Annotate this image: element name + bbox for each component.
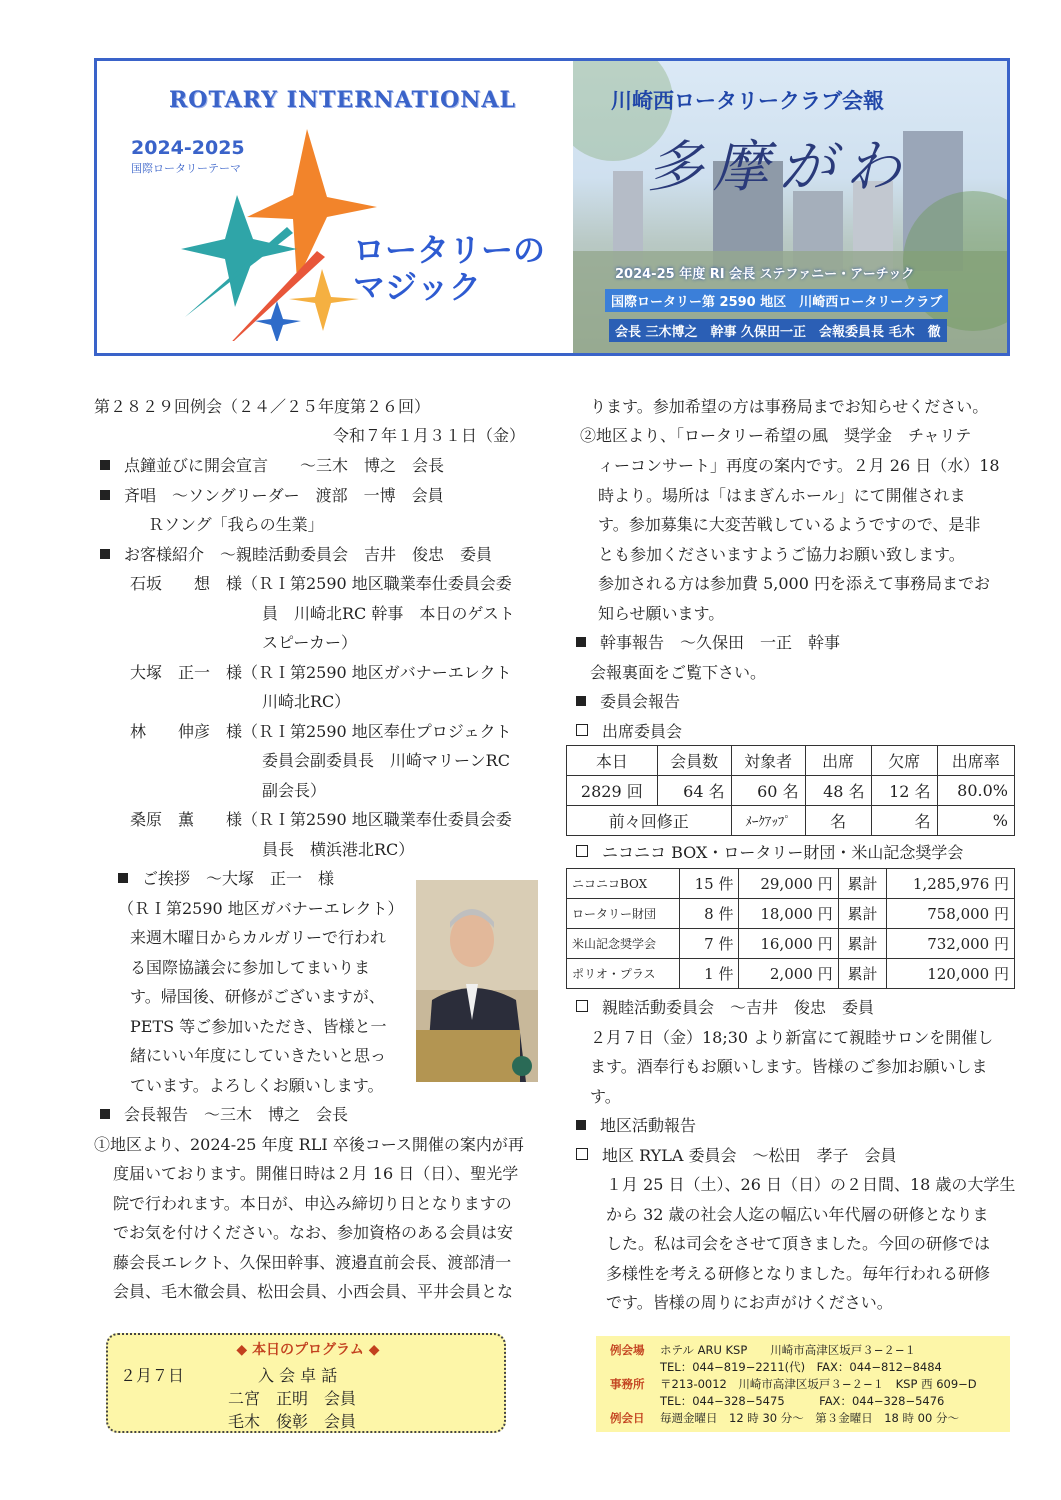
ryla-text-4: 多様性を考える研修となりました。毎年行われる研修 (606, 1264, 991, 1283)
program-speaker-1: 二宮 正明 会員 (228, 1389, 357, 1408)
donation-table (566, 868, 1015, 989)
guest-4: 桑原 薫 様（ＲＩ第2590 地区職業奉仕委員会委 (130, 810, 512, 829)
donation-cell: 16,000 円 (739, 929, 838, 959)
fellowship-text-1: ２月７日（金）18;30 より新富にて親睦サロンを開催し (590, 1028, 994, 1047)
item-president-report: 会長報告 ～三木 博之 会長 (100, 1100, 348, 1130)
attendance-cell: 2829 回 (567, 776, 658, 806)
attendance-cell: 名 (871, 806, 937, 836)
president-report-6: 会員、毛木徹会員、松田会員、小西会員、平井会員とな (113, 1282, 514, 1301)
attendance-cell: ﾒｰｸｱｯﾌﾟ (731, 806, 805, 836)
ryla-text-3: した。私は司会をさせて頂きました。今回の研修では (606, 1234, 991, 1253)
attendance-header: 対象者 (731, 746, 805, 776)
theme-label: 国際ロータリーテーマ (131, 162, 241, 175)
club-banner (573, 61, 1007, 353)
box-heading: ニコニコ BOX・ロータリー財団・米山記念奨学会 (576, 838, 963, 868)
item-opening: 点鐘並びに開会宣言 ～三木 博之 会長 (100, 451, 444, 481)
donation-cell: 1,285,976 円 (887, 869, 1015, 899)
newsletter-logo: 多摩がわ (647, 135, 911, 200)
donation-cell: 120,000 円 (887, 959, 1015, 989)
guest-3-cont2: 副会長） (262, 781, 327, 800)
donation-row (567, 899, 1015, 929)
program-event: 入 会 卓 話 (258, 1366, 338, 1385)
greeting-text-2: る国際協議会に参加してまいりま (130, 958, 371, 977)
ryla-heading: 地区 RYLA 委員会 ～松田 孝子 会員 (576, 1141, 896, 1171)
president-report-5: 藤会長エレクト、久保田幹事、渡邉直前会長、渡部清一 (113, 1253, 512, 1272)
donation-row (567, 959, 1015, 989)
guest-2-cont: 川崎北RC） (262, 692, 351, 711)
donation-cell: 1 件 (680, 959, 739, 989)
ryla-text-5: です。皆様の周りにお声がけください。 (606, 1293, 893, 1312)
guest-1-cont: 員 川崎北RC 幹事 本日のゲスト (262, 604, 515, 623)
right-text-6: とも参加くださいますようご協力お願い致します。 (598, 545, 965, 564)
greeting-text-1: 来週木曜日からカルガリーで行われ (130, 928, 387, 947)
meeting-day-label: 例会日 (610, 1411, 645, 1425)
office-label: 事務所 (610, 1377, 645, 1391)
program-speaker-2: 毛木 俊彰 会員 (228, 1412, 357, 1431)
program-box (106, 1333, 506, 1433)
president-report-4: でお気を付けください。なお、参加資格のある会員は安 (113, 1223, 514, 1242)
donation-cell: 732,000 円 (887, 929, 1015, 959)
guest-4-cont: 員長 横浜港北RC） (262, 840, 415, 859)
attendance-cell: 64 名 (657, 776, 731, 806)
donation-row (567, 869, 1015, 899)
club-info-box (596, 1336, 1010, 1432)
attendance-cell: 名 (805, 806, 871, 836)
right-text-5: す。参加募集に大変苦戦しているようですので、是非 (598, 515, 981, 534)
attendance-committee-heading: 出席委員会 (576, 717, 682, 747)
speaker-photo (416, 880, 538, 1082)
theme-line-2: マジック (353, 268, 482, 306)
donation-cell: 累計 (838, 959, 887, 989)
donation-cell: ロータリー財団 (567, 899, 680, 929)
meeting-date: 令和７年１月３１日（金） (333, 426, 526, 445)
guest-1: 石坂 想 様（ＲＩ第2590 地区職業奉仕委員会委 (130, 574, 512, 593)
attendance-table (566, 745, 1015, 836)
attendance-header: 出席 (805, 746, 871, 776)
donation-cell: 累計 (838, 869, 887, 899)
theme-panel (97, 61, 573, 353)
club-title: 川崎西ロータリークラブ会報 (611, 89, 884, 113)
right-text-4: 時より。場所は「はまぎんホール」にて開催されま (598, 486, 966, 505)
donation-cell: 8 件 (680, 899, 739, 929)
donation-cell: 米山記念奨学会 (567, 929, 680, 959)
guest-3: 林 伸彦 様（ＲＩ第2590 地区奉仕プロジェクト (130, 722, 512, 741)
meeting-day-text: 毎週金曜日 12 時 30 分～ 第３金曜日 18 時 00 分～ (660, 1411, 959, 1425)
office-address: 〒213-0012 川崎市高津区坂戸３−２−１ KSP 西 609−D (660, 1377, 977, 1391)
attendance-header-row (567, 746, 1015, 776)
theme-year: 2024-2025 (131, 137, 245, 159)
venue-text: ホテル ARU KSP 川崎市高津区坂戸３−２−１ (660, 1343, 917, 1357)
greeting-text-6: ています。よろしくお願いします。 (130, 1076, 384, 1095)
right-text-1: ります。参加希望の方は事務局までお知らせください。 (590, 397, 989, 416)
item-guests: お客様紹介 ～親睦活動委員会 吉井 俊忠 委員 (100, 540, 492, 570)
ri-title: ROTARY INTERNATIONAL (169, 87, 516, 113)
magic-stars-logo (177, 121, 377, 341)
guest-2: 大塚 正一 様（ＲＩ第2590 地区ガバナーエレクト (130, 663, 512, 682)
attendance-cell: 60 名 (731, 776, 805, 806)
president-report-2: 度届いております。開催日時は２月 16 日（日）、聖光学 (113, 1164, 519, 1183)
attendance-header: 会員数 (657, 746, 731, 776)
theme-line-1: ロータリーの (353, 231, 546, 269)
right-text-7: 参加される方は参加費 5,000 円を添えて事務局までお (598, 574, 990, 593)
secretary-report-text: 会報裏面をご覧下さい。 (590, 663, 767, 682)
office-phone: TEL：044−328−5475 FAX：044−328−5476 (660, 1394, 945, 1408)
right-text-2: ②地区より、「ロータリー希望の風 奨学金 チャリテ (580, 426, 972, 445)
guest-1-cont2: スピーカー） (262, 633, 358, 652)
donation-cell: 7 件 (680, 929, 739, 959)
greeting-text-5: 緒にいい年度にしていきたいと思っ (130, 1046, 387, 1065)
donation-cell: ポリオ・プラス (567, 959, 680, 989)
ryla-text-1: １月 25 日（土）、26 日（日）の２日間、18 歳の大学生 (606, 1175, 1016, 1194)
attendance-cell: 48 名 (805, 776, 871, 806)
item-secretary-report: 幹事報告 ～久保田 一正 幹事 (576, 628, 840, 658)
venue-phone: TEL：044−819−2211(代) FAX：044−812−8484 (660, 1360, 942, 1374)
donation-cell: 累計 (838, 899, 887, 929)
donation-cell: 15 件 (680, 869, 739, 899)
attendance-cell: % (937, 806, 1014, 836)
attendance-header: 出席率 (937, 746, 1014, 776)
donation-cell: ニコニコBOX (567, 869, 680, 899)
attendance-header: 欠席 (871, 746, 937, 776)
item-district-report: 地区活動報告 (576, 1111, 696, 1141)
meeting-number: 第２８２９回例会（２４／２５年度第２６回） (94, 397, 431, 416)
program-date: ２月７日 (120, 1366, 185, 1385)
fellowship-text-3: す。 (590, 1087, 621, 1106)
donation-cell: 18,000 円 (739, 899, 838, 929)
ryla-text-2: から 32 歳の社会人迄の幅広い年代層の研修となりま (606, 1205, 989, 1224)
guest-3-cont: 委員会副委員長 川崎マリーンRC (262, 751, 510, 770)
president-report-3: 院で行われます。本日が、申込み締切り日となりますの (113, 1194, 512, 1213)
president-line: 2024-25 年度 RI 会長 ステファニー・アーチック (615, 267, 915, 282)
song-title: Ｒソング「我らの生業」 (148, 515, 324, 534)
attendance-cell: 80.0% (937, 776, 1014, 806)
venue-label: 例会場 (610, 1343, 645, 1357)
greeting-text-3: す。帰国後、研修がございますが、 (130, 987, 385, 1006)
donation-cell: 29,000 円 (739, 869, 838, 899)
greeting-affil: （ＲＩ第2590 地区ガバナーエレクト） (118, 899, 404, 918)
donation-cell: 累計 (838, 929, 887, 959)
donation-cell: 758,000 円 (887, 899, 1015, 929)
district-line: 国際ロータリー第 2590 地区 川崎西ロータリークラブ (605, 289, 948, 312)
donation-cell: 2,000 円 (739, 959, 838, 989)
right-text-3: ィーコンサート」再度の案内です。２月 26 日（水）18 (598, 456, 1000, 475)
attendance-data-row (567, 776, 1015, 806)
fellowship-heading: 親睦活動委員会 ～吉井 俊忠 委員 (576, 993, 874, 1023)
program-title: ◆ 本日のプログラム ◆ (236, 1342, 380, 1358)
fellowship-text-2: ます。酒奉行もお願いします。皆様のご参加お願いしま (590, 1057, 988, 1076)
president-report-1: ①地区より、2024-25 年度 RLI 卒後コース開催の案内が再 (94, 1135, 524, 1154)
donation-row (567, 929, 1015, 959)
item-greeting: ご挨拶 ～大塚 正一 様 (118, 864, 334, 894)
item-song: 斉唱 ～ソングリーダー 渡部 一博 会員 (100, 481, 444, 511)
masthead (94, 58, 1010, 356)
attendance-cell: 12 名 (871, 776, 937, 806)
right-text-8: 知らせ願います。 (598, 604, 725, 623)
attendance-cell: 前々回修正 (567, 806, 732, 836)
greeting-text-4: PETS 等ご参加いただき、皆様と一 (130, 1017, 387, 1036)
attendance-makeup-row (567, 806, 1015, 836)
officers-line: 会長 三木博之 幹事 久保田一正 会報委員長 毛木 徹 (609, 319, 947, 342)
item-committee-report: 委員会報告 (576, 687, 680, 717)
attendance-header: 本日 (567, 746, 658, 776)
